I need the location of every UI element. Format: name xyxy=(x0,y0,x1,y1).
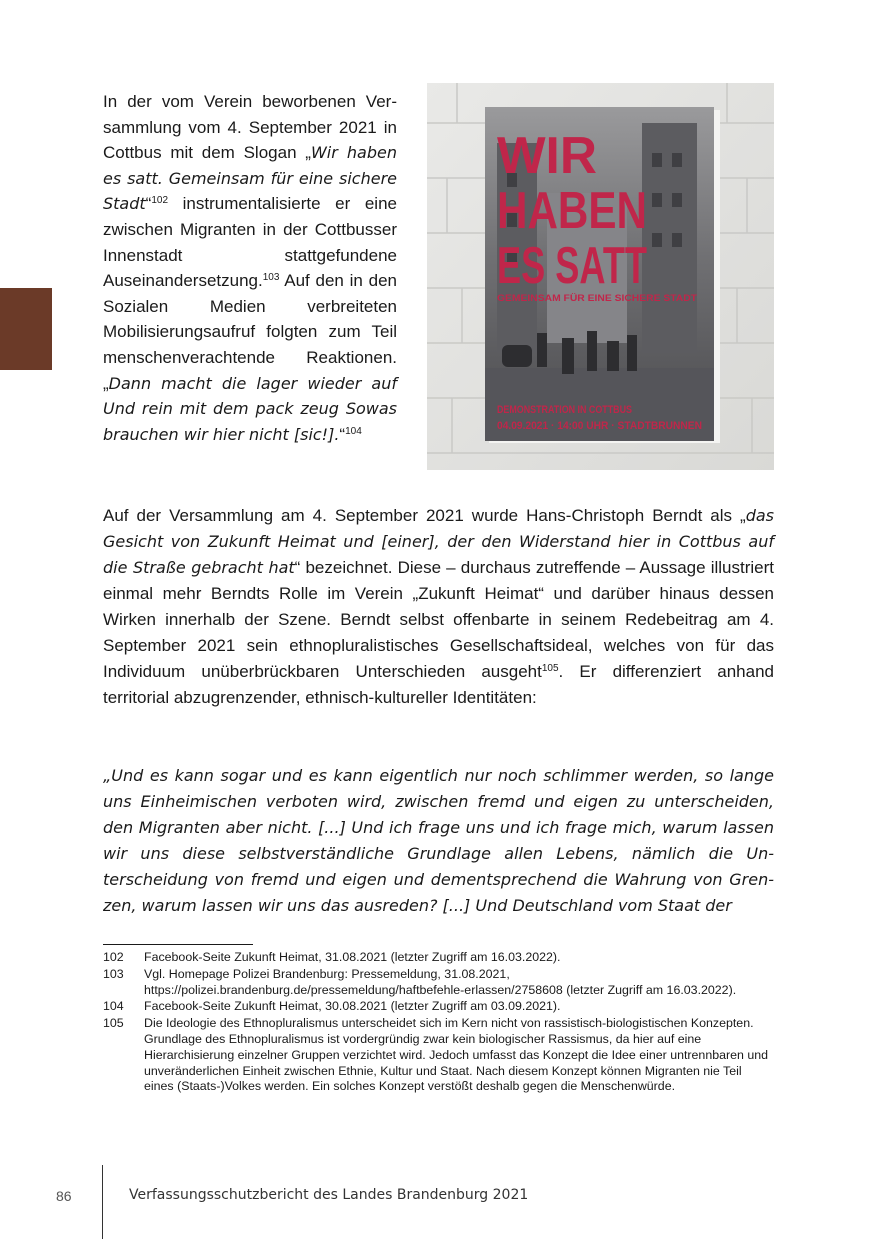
intro-paragraph: In der vom Verein beworbenen Versammlung vom 4. September 2021 in Cottbus mit dem Slogan „Wir haben es satt. Gemeinsam für eine sichere Stadt“$^{102}$ instrumentalisierte er eine zwischen Migranten in der Cottbusser Innenstadt stattgefundene Auseinandersetzung.$^{103}$ Auf den in den Sozialen Medien verbreiteten Mobilisierungsaufruf folgten zum Teil menschenverachtende Reaktionen. „Dann macht die lager wieder auf Und rein mit dem pack zeug Sowas brauchen wir hier nicht [sic!].“$^{104}$ xyxy=(103,92,398,444)
footnote-104 xyxy=(103,999,774,1015)
footnote-102 xyxy=(103,950,774,966)
footnote-103 xyxy=(103,967,774,999)
footnote-number: 104 xyxy=(103,999,124,1014)
footnote-number: 103 xyxy=(103,966,124,981)
poster-headline-line3: ES SATT xyxy=(497,237,648,295)
footnote-ref-103[interactable]: 103 xyxy=(262,272,280,284)
footnote-text: Vgl. Homepage Polizei Brandenburg: Pressemeldung, 31.08.2021, https://polizei.brandenburg.de/pressemeldung/haftbefehle-erlassen/2758608 (letzter Zugriff am 16.03.2022). xyxy=(144,966,737,997)
footnote-105 xyxy=(103,1016,774,1095)
poster-headline-line1: WIR xyxy=(497,127,597,185)
footnote-number: 105 xyxy=(103,1016,124,1031)
footnote-text: Die Ideologie des Ethnopluralismus unterscheidet sich im Kern nicht von rassistisch-biologistischen Konzepten. Grundlage des Ethnopluralismus ist vordergründig zwar kein biologischer Rassismus, da hier auf eine Hierarchisierung einzelner Gruppen verzichtet wird. Jedoch umfasst das Konzept die Idee einer untrennbaren und unveränderlichen Einheit zwischen Ethnie, Kultur und Staat. Nach diesem Konzept können Migranten nie Teil eines (Staats-)Volkes werden. Ein solches Konzept verstößt deshalb gegen die Menschenwürde. xyxy=(144,1016,769,1094)
footnote-ref-102[interactable]: 102 xyxy=(151,195,169,207)
speech-quote: „Und es kann sogar und es kann eigentlich nur noch schlimmer werden, so lange uns Einheimischen verboten wird, zwischen fremd und eigen zu unterscheiden, den Migranten aber nicht. [...] Und ich frage uns und ich frage mich, warum lassen wir uns diese selbstverständliche Grundlage allen Lebens, nämlich die Unterscheidung von fremd und eigen und dementsprechend die Wahrung von Grenzen, warum lassen wir uns das ausreden? [...] Und Deutschland vom Staat der xyxy=(103,766,774,915)
footnote-ref-105[interactable]: 105 xyxy=(541,663,559,674)
page-footer xyxy=(0,1165,875,1241)
footnote-divider xyxy=(103,944,253,945)
berndt-quote: das Gesicht von Zukunft Heimat und [einer], der den Widerstand hier in Cottbus auf die Straße gebracht hat xyxy=(103,506,774,577)
footnote-text: Facebook-Seite Zukunft Heimat, 31.08.2021 (letzter Zugriff am 16.03.2022). xyxy=(144,950,561,964)
poster-subtitle: GEMEINSAM FÜR EINE SICHERE STADT xyxy=(497,293,698,303)
reaction-quote: Dann macht die lager wieder auf Und rein mit dem pack zeug Sowas brauchen wir hier nicht [sic!]. xyxy=(103,373,397,444)
poster-event-line2: 04.09.2021 · 14:00 UHR · STADTBRUNNEN xyxy=(497,420,703,432)
poster-event-line1: DEMONSTRATION IN COTTBUS xyxy=(497,404,632,416)
footnote-number: 102 xyxy=(103,950,124,964)
demonstration-poster-image xyxy=(427,83,774,470)
footer-divider xyxy=(102,1165,103,1239)
slogan-quote: Wir haben es satt. Gemeinsam für eine sichere Stadt xyxy=(103,143,398,214)
report-title: Verfassungsschutzbericht des Landes Brandenburg 2021 xyxy=(129,1187,529,1203)
page-number: 86 xyxy=(56,1188,72,1204)
footnote-text: Facebook-Seite Zukunft Heimat, 30.08.2021 (letzter Zugriff am 03.09.2021). xyxy=(144,999,561,1014)
poster-headline-line2: HABEN xyxy=(497,182,647,240)
footnote-ref-104[interactable]: 104 xyxy=(345,425,362,437)
main-paragraph: Auf der Versammlung am 4. September 2021 wurde Hans-Christoph Berndt als „das Gesicht von Zukunft Heimat und [einer], der den Widerstand hier in Cottbus auf die Straße gebracht hat“ bezeichnet. Diese – durchaus zutreffende – Aussage illustriert einmal mehr Berndts Rolle im Verein „Zukunft Heimat“ und darüber hinaus dessen Wirken innerhalb der Szene. Berndt selbst offenbarte in seinem Redebeitrag am 4. September 2021 sein ethnopluralistisches Gesellschaftsideal, welches von für das Individuum unüberbrückbaren Unterschieden ausgeht$^{105}$. Er differenziert anhand territorial abzugrenzender, ethnisch-kultureller Identitäten: xyxy=(103,506,774,707)
chapter-tab-marker xyxy=(0,288,52,370)
footnotes xyxy=(103,950,774,1096)
